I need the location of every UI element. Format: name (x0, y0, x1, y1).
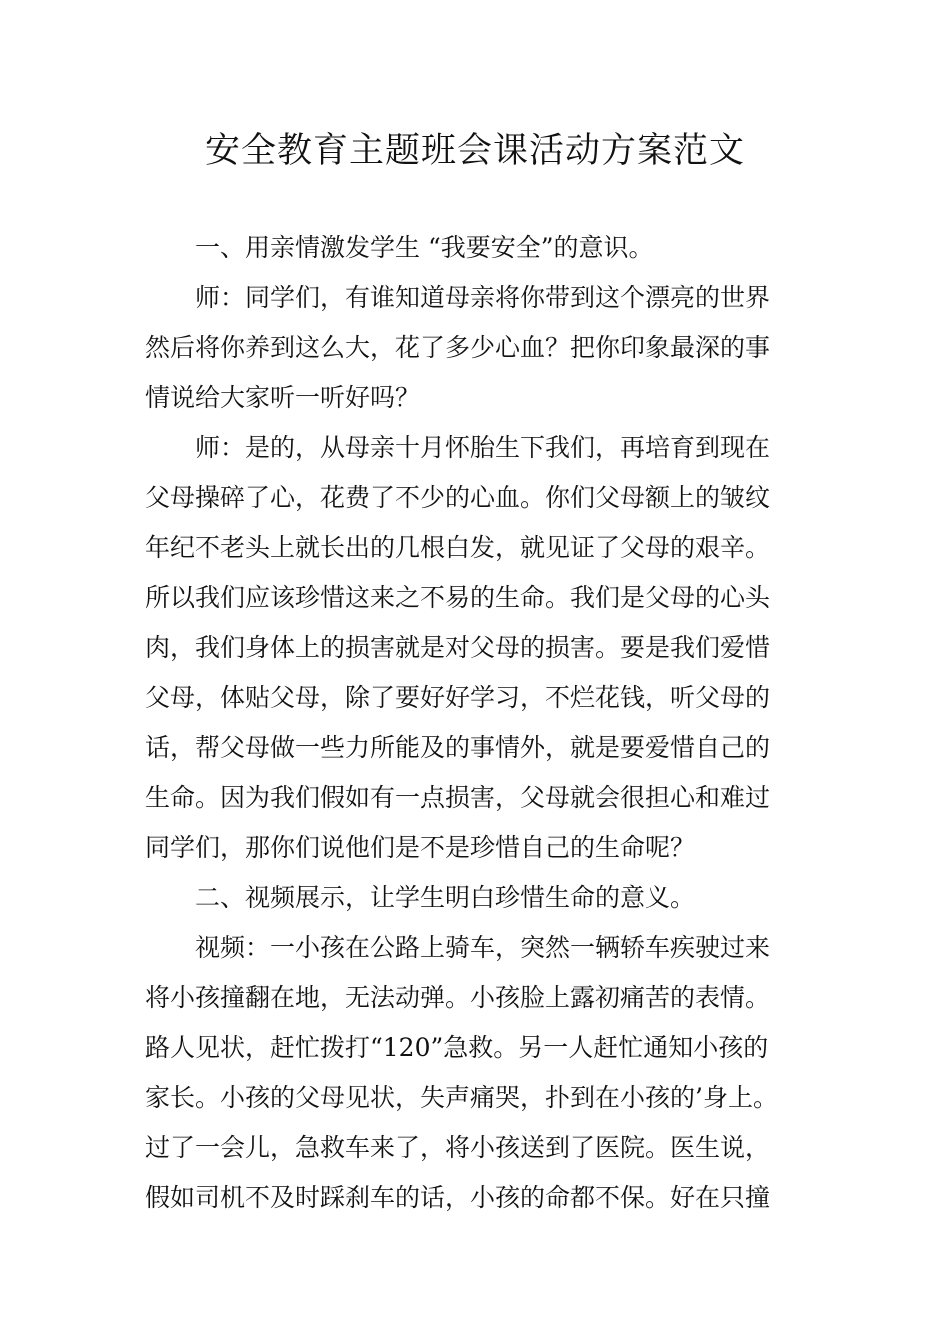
paragraph-line: 师：是的，从母亲十月怀胎生下我们，再培育到现在 (145, 433, 771, 462)
paragraph-line: 年纪不老头上就长出的几根白发，就见证了父母的艰辛。 (145, 533, 771, 562)
paragraph-line: 家长。小孩的父母见状，失声痛哭，扑到在小孩的’身上。 (145, 1083, 778, 1112)
paragraph-line: 将小孩撞翻在地，无法动弹。小孩脸上露初痛苦的表情。 (145, 983, 771, 1012)
paragraph-line: 话，帮父母做一些力所能及的事情外，就是要爱惜自己的 (145, 733, 771, 762)
paragraph-line: 一、用亲情激发学生 “我要安全”的意识。 (145, 233, 654, 262)
paragraph-line: 视频：一小孩在公路上骑车，突然一辆轿车疾驶过来 (145, 933, 771, 962)
paragraph-line: 同学们，那你们说他们是不是珍惜自己的生命呢？ (145, 833, 696, 862)
paragraph-line: 过了一会儿，急救车来了，将小孩送到了医院。医生说， (145, 1133, 771, 1162)
paragraph-line: 肉，我们身体上的损害就是对父母的损害。要是我们爱惜 (145, 633, 771, 662)
paragraph-line: 师：同学们，有谁知道母亲将你带到这个漂亮的世界 (145, 283, 771, 312)
paragraph-line: 生命。因为我们假如有一点损害，父母就会很担心和难过 (145, 783, 771, 812)
paragraph-line: 路人见状，赶忙拨打“120”急救。另一人赶忙通知小孩的 (145, 1033, 769, 1062)
paragraph-line: 情说给大家听一听好吗？ (145, 383, 421, 412)
paragraph-line: 所以我们应该珍惜这来之不易的生命。我们是父母的心头 (145, 583, 771, 612)
document-title: 安全教育主题班会课活动方案范文 (204, 131, 745, 171)
paragraph-line: 然后将你养到这么大，花了多少心血？把你印象最深的事 (145, 333, 771, 362)
paragraph-line: 二、视频展示，让学生明白珍惜生命的意义。 (145, 883, 696, 912)
paragraph-line: 父母，体贴父母，除了要好好学习，不烂花钱，听父母的 (145, 683, 771, 712)
paragraph-line: 假如司机不及时踩刹车的话，小孩的命都不保。好在只撞 (145, 1183, 771, 1212)
paragraph-line: 父母操碎了心，花费了不少的心血。你们父母额上的皱纹 (145, 483, 771, 512)
